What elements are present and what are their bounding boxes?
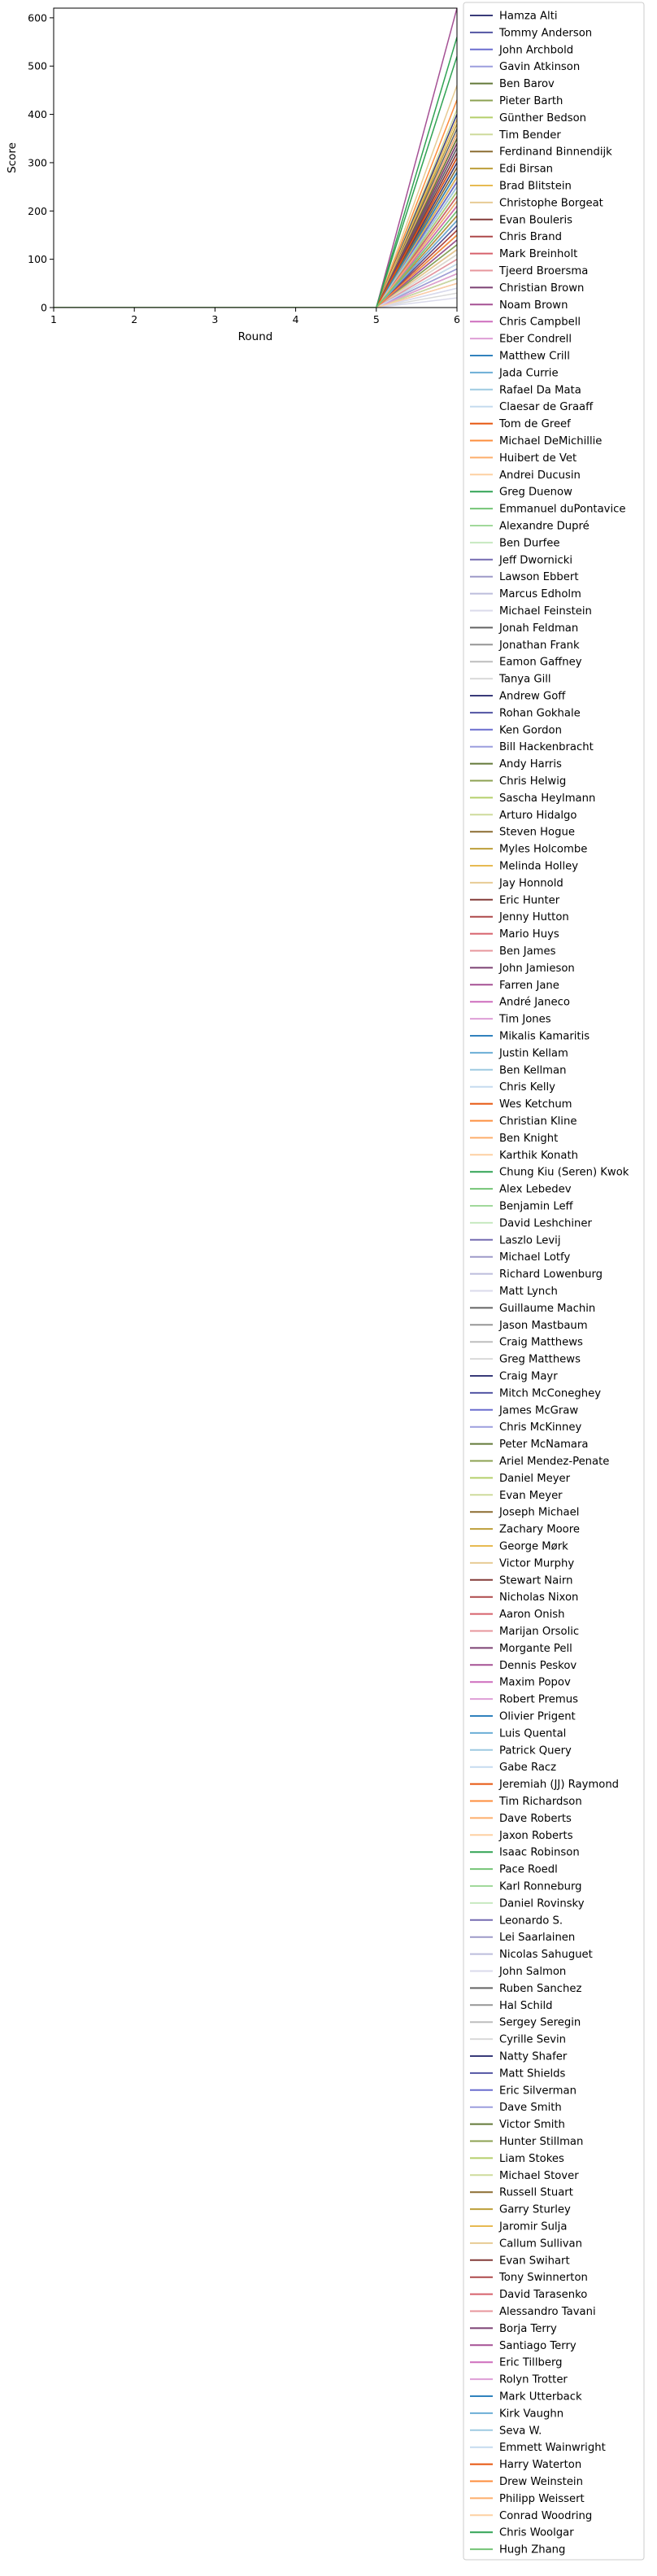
- legend-entry: Bill Hackenbracht: [499, 741, 594, 754]
- legend-entry: Steven Hogue: [499, 826, 575, 839]
- legend-entry: Eric Silverman: [499, 2085, 577, 2098]
- legend-entry: John Jamieson: [499, 962, 575, 975]
- legend-entry: Ben Barov: [499, 78, 555, 91]
- legend-entry: Ferdinand Binnendijk: [499, 146, 612, 159]
- x-tick-label: 3: [211, 313, 219, 325]
- legend-entry: Chris Kelly: [499, 1081, 555, 1094]
- legend-entry: Matt Lynch: [499, 1286, 558, 1298]
- legend-entry: Chris McKinney: [499, 1421, 582, 1434]
- legend-entry: Eric Tillberg: [499, 2356, 563, 2369]
- legend-entry: Santiago Terry: [499, 2339, 577, 2352]
- legend-entry: Mark Breinholt: [499, 248, 578, 261]
- legend-entry: Maxim Popov: [499, 1676, 571, 1689]
- legend-entry: Melinda Holley: [499, 860, 579, 873]
- legend-entry: Noam Brown: [499, 299, 568, 312]
- legend-entry: George Mørk: [499, 1540, 568, 1553]
- legend-entry: Aaron Onish: [499, 1609, 565, 1622]
- legend-entry: Ben Knight: [499, 1132, 559, 1145]
- legend-entry: Chris Brand: [499, 231, 562, 244]
- legend-entry: Michael Feinstein: [499, 605, 592, 618]
- legend-entry: Philipp Weissert: [499, 2492, 585, 2505]
- legend-entry: Michael Stover: [499, 2169, 579, 2182]
- legend-entry: Tanya Gill: [499, 673, 551, 686]
- legend-entry: Ariel Mendez-Penate: [499, 1456, 610, 1468]
- legend-entry: Patrick Query: [499, 1744, 572, 1757]
- legend-entry: Olivier Prigent: [499, 1710, 576, 1723]
- legend-entry: Morgante Pell: [499, 1642, 572, 1655]
- legend-entry: Sergey Seregin: [499, 2016, 581, 2029]
- legend-entry: Dave Roberts: [499, 1812, 572, 1825]
- legend-entry: Tim Bender: [499, 129, 561, 142]
- legend-entry: Wes Ketchum: [499, 1098, 572, 1111]
- legend-entry: Stewart Nairn: [499, 1574, 573, 1587]
- legend-entry: Drew Weinstein: [499, 2476, 583, 2488]
- y-tick-label: 500: [28, 59, 47, 72]
- legend-entry: Evan Bouleris: [499, 214, 572, 227]
- legend-entry: Karl Ronneburg: [499, 1880, 582, 1893]
- legend-entry: Justin Kellam: [499, 1047, 568, 1060]
- legend-entry: Jonathan Frank: [499, 639, 580, 652]
- legend-entry: Eric Hunter: [499, 894, 560, 907]
- legend-entry: Christian Brown: [499, 282, 585, 295]
- legend-entry: Tim Richardson: [499, 1796, 582, 1808]
- legend-entry: Evan Meyer: [499, 1489, 563, 1502]
- legend-entry: John Archbold: [499, 44, 574, 57]
- legend-entry: Michael DeMichillie: [499, 435, 603, 448]
- legend-entry: Mark Utterback: [499, 2390, 582, 2404]
- legend-entry: Jonah Feldman: [499, 622, 579, 635]
- legend-entry: Alex Lebedev: [499, 1183, 572, 1196]
- legend-entry: Gabe Racz: [499, 1762, 557, 1775]
- legend-entry: James McGraw: [499, 1404, 579, 1417]
- y-tick-label: 200: [28, 204, 47, 217]
- legend-entry: Michael Lotfy: [499, 1251, 571, 1264]
- legend-entry: Borja Terry: [499, 2322, 557, 2335]
- legend-entry: Alessandro Tavani: [499, 2306, 596, 2318]
- x-tick-label: 5: [372, 313, 380, 325]
- legend: [463, 2, 644, 2560]
- legend-entry: Chris Helwig: [499, 775, 567, 788]
- x-tick-label: 1: [50, 313, 57, 325]
- x-tick-label: 6: [454, 313, 460, 325]
- legend-entry: John Salmon: [499, 1966, 567, 1978]
- legend-entry: Chris Campbell: [499, 316, 581, 329]
- legend-entry: Hugh Zhang: [499, 2543, 566, 2556]
- legend-entry: Huibert de Vet: [499, 452, 577, 465]
- legend-entry: Peter McNamara: [499, 1439, 589, 1452]
- legend-entry: Ben James: [499, 945, 556, 958]
- legend-entry: Edi Birsan: [499, 163, 554, 176]
- legend-entry: Seva W.: [499, 2425, 542, 2438]
- legend-entry: Nicolas Sahuguet: [499, 1949, 593, 1962]
- legend-entry: Lawson Ebbert: [499, 571, 579, 584]
- legend-entry: Jeremiah (JJ) Raymond: [499, 1779, 620, 1792]
- legend-entry: Russell Stuart: [499, 2186, 573, 2199]
- legend-entry: Natty Shafer: [499, 2050, 568, 2063]
- legend-entry: Dennis Peskov: [499, 1659, 577, 1672]
- legend-entry: Ben Kellman: [499, 1064, 567, 1077]
- legend-entry: Brad Blitstein: [499, 180, 572, 193]
- legend-entry: Pace Roedl: [499, 1863, 558, 1876]
- legend-entry: Pieter Barth: [499, 95, 563, 107]
- x-tick-label: 4: [292, 313, 299, 325]
- legend-entry: Emmett Wainwright: [499, 2442, 606, 2455]
- legend-entry: Claesar de Graaff: [499, 401, 594, 414]
- legend-entry: Jeff Dwornicki: [499, 554, 573, 567]
- x-tick-label: 2: [131, 313, 138, 325]
- legend-entry: Evan Swihart: [499, 2255, 570, 2268]
- legend-entry: Andy Harris: [499, 758, 562, 771]
- legend-entry: Arturo Hidalgo: [499, 809, 577, 822]
- y-tick-label: 300: [28, 156, 47, 169]
- legend-entry: Joseph Michael: [499, 1506, 580, 1519]
- legend-entry: Cyrille Sevin: [499, 2033, 567, 2046]
- legend-entry: Karthik Konath: [499, 1149, 578, 1162]
- legend-entry: Tom de Greef: [499, 418, 571, 431]
- legend-entry: Dave Smith: [499, 2102, 562, 2115]
- legend-entry: Leonardo S.: [499, 1915, 563, 1928]
- legend-entry: Jay Honnold: [499, 877, 563, 890]
- legend-entry: Myles Holcombe: [499, 843, 588, 856]
- legend-entry: Tommy Anderson: [499, 27, 593, 40]
- legend-entry: Farren Jane: [499, 979, 559, 992]
- legend-entry: Daniel Rovinsky: [499, 1897, 585, 1910]
- legend-entry: Hamza Alti: [499, 10, 558, 23]
- legend-entry: Zachary Moore: [499, 1523, 580, 1536]
- legend-entry: Jaromir Sulja: [499, 2220, 568, 2233]
- legend-entry: Harry Waterton: [499, 2459, 582, 2472]
- legend-entry: Jenny Hutton: [499, 911, 569, 924]
- legend-entry: Victor Smith: [499, 2119, 565, 2132]
- legend-entry: Ruben Sanchez: [499, 1982, 582, 1995]
- legend-entry: Chung Kiu (Seren) Kwok: [499, 1166, 629, 1179]
- y-tick-label: 600: [28, 11, 47, 24]
- legend-entry: Matt Shields: [499, 2067, 566, 2080]
- legend-entry: Laszlo Levij: [499, 1234, 561, 1247]
- legend-entry: Mario Huys: [499, 928, 559, 941]
- legend-entry: Marcus Edholm: [499, 588, 581, 601]
- y-axis-label: Score: [6, 142, 19, 173]
- legend-entry: Isaac Robinson: [499, 1846, 580, 1859]
- legend-entry: Jada Currie: [499, 367, 559, 380]
- legend-entry: Mikalis Kamaritis: [499, 1030, 590, 1043]
- legend-entry: Lei Saarlainen: [499, 1932, 576, 1945]
- legend-entry: Guillaume Machin: [499, 1302, 596, 1315]
- legend-entry: Kirk Vaughn: [499, 2408, 564, 2421]
- legend-entry: Luis Quental: [499, 1727, 567, 1740]
- legend-entry: Jaxon Roberts: [499, 1829, 573, 1842]
- legend-entry: Nicholas Nixon: [499, 1591, 579, 1605]
- y-tick-label: 0: [41, 301, 47, 314]
- legend-entry: Rohan Gokhale: [499, 707, 581, 720]
- legend-entry: Emmanuel duPontavice: [499, 503, 626, 516]
- legend-entry: Mitch McConeghey: [499, 1387, 602, 1400]
- legend-entry: Christian Kline: [499, 1116, 577, 1128]
- legend-entry: André Janeco: [499, 996, 570, 1009]
- legend-entry: Liam Stokes: [499, 2152, 564, 2165]
- legend-entry: Garry Sturley: [499, 2203, 571, 2216]
- legend-entry: Daniel Meyer: [499, 1472, 571, 1485]
- legend-entry: Robert Premus: [499, 1693, 578, 1706]
- legend-entry: Rafael Da Mata: [499, 384, 581, 397]
- legend-entry: Greg Duenow: [499, 486, 572, 499]
- legend-entry: Greg Matthews: [499, 1353, 581, 1366]
- legend-entry: Alexandre Dupré: [499, 520, 590, 533]
- legend-entry: Tjeerd Broersma: [499, 265, 589, 277]
- legend-entry: Victor Murphy: [499, 1557, 575, 1570]
- legend-entry: Craig Matthews: [499, 1336, 583, 1349]
- legend-entry: Tim Jones: [499, 1013, 551, 1026]
- y-tick-label: 400: [28, 108, 47, 121]
- legend-entry: David Tarasenko: [499, 2289, 588, 2302]
- legend-entry: Eamon Gaffney: [499, 656, 582, 669]
- legend-entry: Sascha Heylmann: [499, 792, 596, 805]
- legend-entry: Günther Bedson: [499, 111, 587, 124]
- legend-entry: Ken Gordon: [499, 724, 562, 737]
- y-tick-label: 100: [28, 253, 47, 266]
- legend-entry: Craig Mayr: [499, 1370, 558, 1383]
- legend-entry: Chris Woolgar: [499, 2526, 574, 2539]
- legend-entry: Marijan Orsolic: [499, 1626, 580, 1638]
- legend-entry: Gavin Atkinson: [499, 61, 581, 74]
- legend-entry: Christophe Borgeat: [499, 197, 603, 210]
- legend-entry: Eber Condrell: [499, 333, 572, 346]
- plot-area: [54, 8, 457, 308]
- legend-entry: Ben Durfee: [499, 537, 560, 550]
- legend-entry: David Leshchiner: [499, 1217, 592, 1230]
- legend-entry: Andrew Goff: [499, 690, 566, 703]
- x-axis-label: Round: [237, 330, 273, 343]
- legend-entry: Richard Lowenburg: [499, 1268, 603, 1281]
- legend-entry: Jason Mastbaum: [499, 1319, 588, 1332]
- legend-entry: Hunter Stillman: [499, 2136, 584, 2148]
- legend-entry: Benjamin Leff: [499, 1200, 573, 1213]
- legend-entry: Matthew Crill: [499, 350, 570, 363]
- legend-entry: Tony Swinnerton: [499, 2272, 588, 2285]
- legend-entry: Rolyn Trotter: [499, 2373, 568, 2386]
- legend-entry: Hal Schild: [499, 1999, 553, 2012]
- legend-entry: Callum Sullivan: [499, 2238, 582, 2251]
- legend-entry: Andrei Ducusin: [499, 469, 581, 482]
- legend-entry: Conrad Woodring: [499, 2509, 593, 2522]
